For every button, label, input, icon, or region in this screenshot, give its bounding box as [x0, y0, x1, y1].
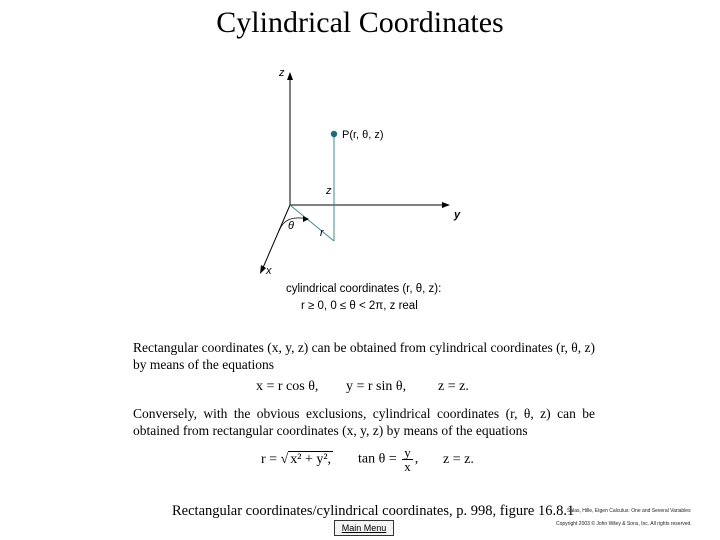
fraction-comma: ,: [414, 451, 419, 467]
equation-z2: z = z.: [443, 452, 474, 467]
r-segment: [290, 205, 334, 241]
equation-tan-lhs: tan θ =: [358, 451, 397, 467]
r-length-label: r: [320, 227, 324, 239]
equation-r: [261, 452, 333, 468]
credit-line-1: Salas, Hille, Etgen Calculus: One and Several Variables: [567, 508, 691, 514]
fraction-numerator: y: [404, 445, 411, 460]
credit-line-2: Copyright 2003 © John Wiley & Sons, Inc. All rights reserved.: [556, 521, 692, 527]
theta-label: θ: [288, 220, 294, 232]
axis-x-label: x: [266, 265, 272, 277]
equation-y: y = r sin θ,: [346, 379, 407, 394]
point-label: P(r, θ, z): [342, 129, 384, 141]
fraction-denominator: x: [404, 459, 411, 474]
equation-r-lhs: r =: [261, 452, 278, 467]
fraction-y-over-x: [402, 446, 413, 473]
paragraph-rect-from-cyl: Rectangular coordinates (x, y, z) can be obtained from cylindrical coordinates (r, θ, z) by means of the equations: [133, 340, 595, 372]
theta-arc-arrow: [303, 216, 309, 222]
x-axis: [262, 205, 290, 270]
figure-caption-line1: cylindrical coordinates (r, θ, z):: [286, 283, 442, 295]
equation-tan: [358, 446, 418, 473]
axis-y-label: y: [454, 209, 461, 221]
figure-caption-line2: r ≥ 0, 0 ≤ θ < 2π, z real: [301, 300, 418, 312]
z-length-label: z: [326, 185, 332, 197]
equation-z: z = z.: [438, 379, 469, 394]
axis-z-label: z: [279, 67, 285, 79]
page-title: Cylindrical Coordinates: [216, 6, 504, 39]
equation-r-radicand: x² + y²,: [290, 452, 332, 467]
paragraph-cyl-from-rect: Conversely, with the obvious exclusions, cylindrical coordinates (r, θ, z) can be obtained from rectangular coordinates (x, y, z) by means of the equations: [133, 406, 595, 438]
y-axis-arrow: [442, 202, 450, 208]
equation-x: x = r cos θ,: [256, 379, 319, 394]
slide-caption: Rectangular coordinates/cylindrical coordinates, p. 998, figure 16.8.1: [172, 503, 575, 519]
sqrt-sign: √: [280, 452, 289, 467]
main-menu-button[interactable]: Main Menu: [334, 520, 394, 536]
point-p: [331, 131, 337, 137]
z-axis-arrow: [287, 72, 293, 80]
